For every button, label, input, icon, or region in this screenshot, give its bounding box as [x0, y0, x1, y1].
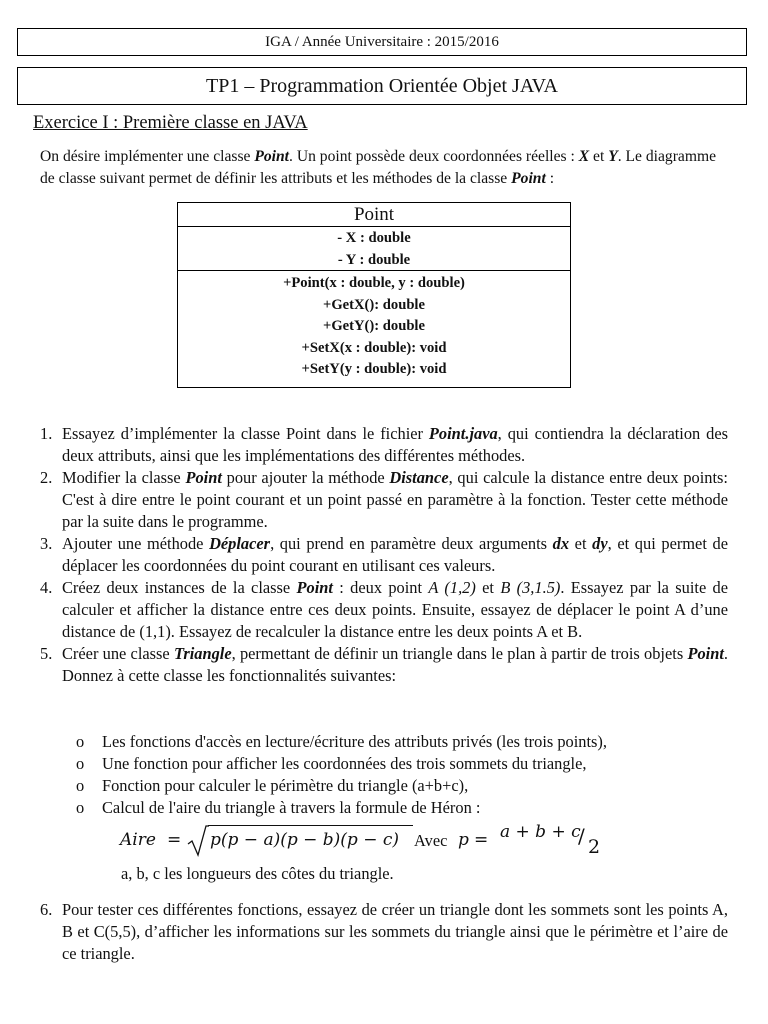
file-name: Point.java	[428, 424, 498, 443]
intro-coord-x: X	[578, 148, 590, 165]
task-list	[40, 423, 728, 687]
task-item-6	[40, 899, 728, 965]
page-title: TP1 – Programmation Orientée Objet JAVA	[205, 75, 558, 97]
task-text: Créez deux instances de la classe	[62, 578, 297, 597]
intro-text-3: . Le diagramme de classe suivant permet de définir les attributs et les méthodes de la classe	[40, 148, 717, 187]
formula-note: a, b, c les longueurs des côtes du triangle.	[121, 864, 394, 883]
intro-coord-y: Y	[608, 148, 618, 165]
institution-line: IGA / Année Universitaire : 2015/2016	[265, 34, 499, 50]
triangle-features-list	[40, 731, 728, 819]
uml-class-name: Point	[178, 203, 570, 227]
method-name: Déplacer	[209, 534, 271, 553]
intro-paragraph	[40, 146, 730, 190]
feature-item	[40, 797, 728, 819]
feature-text: Une fonction pour afficher les coordonnées des trois sommets du triangle,	[102, 754, 587, 773]
feature-text: Les fonctions d'accès en lecture/écriture des attributs privés (les trois points),	[102, 732, 607, 751]
task-item-3	[40, 533, 728, 577]
uml-method: +SetY(y : double): void	[301, 361, 447, 377]
bullet-icon: o	[76, 732, 85, 751]
uml-attribute: - Y : double	[337, 251, 411, 268]
sqrt-overline	[208, 825, 413, 826]
task-item-5	[40, 643, 728, 687]
intro-text-2: . Un point possède deux coordonnées réelles :	[289, 148, 579, 165]
point-b: B (3,1.5)	[500, 578, 561, 597]
formula-denominator: 2	[588, 836, 601, 858]
uml-method: +GetX(): double	[323, 296, 425, 313]
bullet-icon: o	[76, 754, 85, 773]
formula-p: p	[458, 830, 469, 850]
task-text: , et qui permet de déplacer les coordonnées du point courant en utilisant ces valeurs.	[62, 534, 728, 575]
formula-equals: =	[167, 830, 182, 850]
task-text: Modifier la classe	[62, 468, 186, 487]
intro-and: et	[589, 148, 609, 165]
task-text: Essayez d’implémenter la classe Point dans le fichier	[62, 424, 429, 443]
feature-item	[40, 753, 728, 775]
class-name: Point	[687, 644, 724, 663]
institution-year-box	[17, 28, 747, 56]
task-text: Pour tester ces différentes fonctions, essayez de créer un triangle dont les sommets sont les points A, B et C(5,5), d’afficher les informations sur les sommets du triangle ainsi que le périmètre et l’aire de ce triangle.	[62, 900, 728, 963]
intro-class-name: Point	[254, 148, 290, 165]
task-number: 3.	[40, 534, 53, 553]
formula-slash: /	[578, 824, 585, 848]
task-item-4	[40, 577, 728, 643]
task-text: . Essayez par la suite de calculer et afficher la distance entre ces deux points. Ensuite, essayez de déplacer le point A d’une distance de (1,1). Essayez de recalculer la distance entre les deux points A et B.	[62, 578, 729, 641]
uml-methods	[178, 271, 570, 381]
class-name: Triangle	[173, 644, 232, 663]
task-item-2	[40, 467, 728, 533]
uml-method: +GetY(): double	[323, 318, 425, 334]
method-name: Distance	[389, 468, 449, 487]
formula-radicand: p(p − a)(p − b)(p − c)	[210, 830, 400, 850]
task-text: pour ajouter la méthode	[221, 468, 390, 487]
task-text: Ajouter une méthode	[62, 534, 210, 553]
task-text: , permettant de définir un triangle dans le plan à partir de trois objets	[231, 644, 688, 663]
feature-text: Fonction pour calculer le périmètre du triangle (a+b+c),	[102, 776, 469, 795]
task-text: : deux point	[332, 578, 429, 597]
class-name: Point	[185, 468, 222, 487]
uml-class-diagram	[177, 202, 571, 388]
bullet-icon: o	[76, 798, 85, 817]
uml-method: +SetX(x : double): void	[301, 339, 447, 356]
formula-lhs: Aire	[120, 830, 156, 850]
feature-text: Calcul de l'aire du triangle à travers la formule de Héron :	[102, 798, 481, 817]
task-item-1	[40, 423, 728, 467]
formula-avec: Avec	[414, 831, 448, 850]
point-a: A (1,2)	[428, 578, 476, 597]
task-number: 2.	[40, 468, 53, 487]
bullet-icon: o	[76, 776, 85, 795]
task-number: 4.	[40, 578, 53, 597]
argument-dy: dy	[592, 534, 608, 553]
intro-text-1: On désire implémenter une classe	[40, 148, 255, 165]
task-number: 5.	[40, 644, 53, 663]
task-number: 6.	[40, 900, 53, 919]
task-text: Créer une classe	[62, 644, 174, 663]
class-name: Point	[296, 578, 333, 597]
section-heading: Exercice I : Première classe en JAVA	[33, 113, 308, 133]
task-text: et	[569, 534, 593, 553]
formula-equals-2: =	[474, 830, 489, 850]
intro-text-4: :	[545, 170, 555, 187]
feature-item	[40, 775, 728, 797]
feature-item	[40, 731, 728, 753]
uml-method: +Point(x : double, y : double)	[283, 275, 465, 291]
task-text: , qui contiendra la déclaration des deux attributs, ainsi que les implémentations des différentes méthodes.	[62, 424, 729, 465]
task-text: . Donnez à cette classe les fonctionnalités suivantes:	[62, 644, 728, 685]
formula-numerator: a + b + c	[500, 822, 581, 842]
task-text: et	[475, 578, 501, 597]
heron-formula	[120, 822, 680, 862]
uml-attribute: - X : double	[337, 230, 411, 246]
uml-attributes	[178, 227, 570, 271]
intro-class-name-2: Point	[511, 170, 546, 187]
task-number: 1.	[40, 424, 53, 443]
task-text: , qui calcule la distance entre deux points: C'est à dire entre le point courant et un point passé en paramètre à la fonction. Tester cette méthode par la suite dans le programme.	[62, 468, 728, 531]
sqrt-sign-icon	[187, 824, 209, 858]
task-text: , qui prend en paramètre deux arguments	[270, 534, 553, 553]
title-box	[17, 67, 747, 105]
argument-dx: dx	[552, 534, 570, 553]
